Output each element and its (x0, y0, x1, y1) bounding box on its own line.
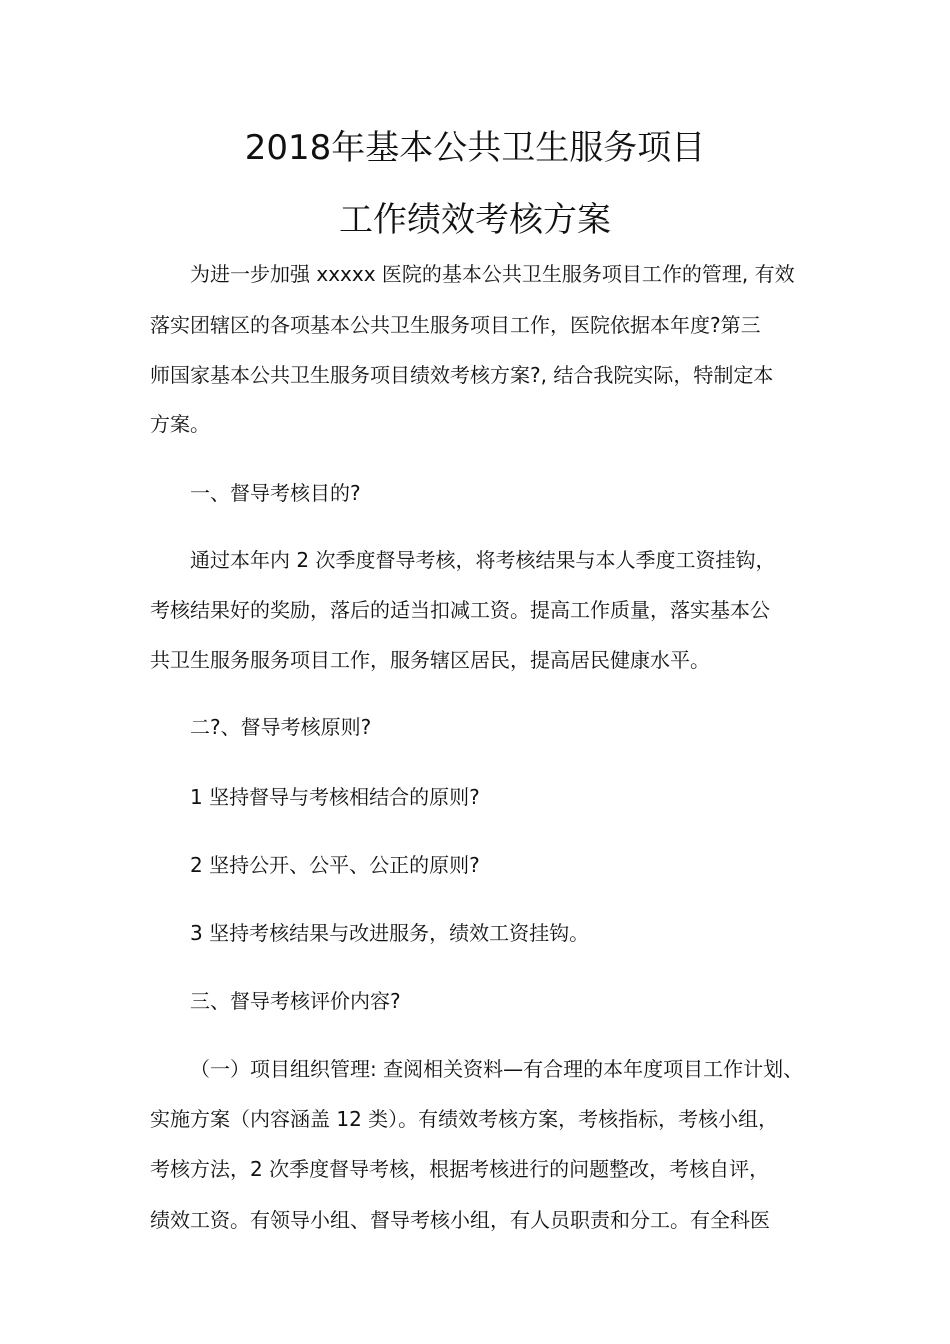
document-title-line-2: 工作绩效考核方案 (339, 200, 611, 240)
document-title-line-1: 2018年基本公共卫生服务项目 (244, 128, 706, 168)
section-3-heading: 三、督导考核评价内容? (190, 989, 401, 1013)
section-2-heading: 二?、督导考核原则? (190, 715, 372, 739)
principle-1: 1 坚持督导与考核相结合的原则? (190, 785, 480, 809)
section-1-heading: 一、督导考核目的? (190, 481, 361, 505)
intro-line-2: 落实团辖区的各项基本公共卫生服务项目工作，医院依据本年度?第三 (150, 313, 761, 337)
section-3-line-3: 考核方法，2 次季度督导考核，根据考核进行的问题整改，考核自评， (150, 1157, 770, 1181)
principle-3: 3 坚持考核结果与改进服务，绩效工资挂钩。 (190, 921, 590, 945)
section-3-line-1: （一）项目组织管理: 查阅相关资料—有合理的本年度项目工作计划、 (190, 1057, 804, 1081)
intro-line-1: 为进一步加强 xxxxx 医院的基本公共卫生服务项目工作的管理, 有效 (190, 262, 795, 286)
section-1-line-1: 通过本年内 2 次季度督导考核，将考核结果与本人季度工资挂钩， (190, 548, 776, 572)
section-1-line-2: 考核结果好的奖励，落后的适当扣减工资。提高工作质量，落实基本公 (150, 598, 770, 622)
principle-2: 2 坚持公开、公平、公正的原则? (190, 853, 480, 877)
intro-line-4: 方案。 (150, 412, 210, 436)
intro-line-3: 师国家基本公共卫生服务项目绩效考核方案?, 结合我院实际，特制定本 (150, 363, 774, 387)
section-3-line-2: 实施方案（内容涵盖 12 类）。有绩效考核方案，考核指标，考核小组， (150, 1107, 779, 1131)
section-1-line-3: 共卫生服务服务项目工作，服务辖区居民，提高居民健康水平。 (150, 648, 710, 672)
section-3-line-4: 绩效工资。有领导小组、督导考核小组，有人员职责和分工。有全科医 (150, 1208, 770, 1232)
